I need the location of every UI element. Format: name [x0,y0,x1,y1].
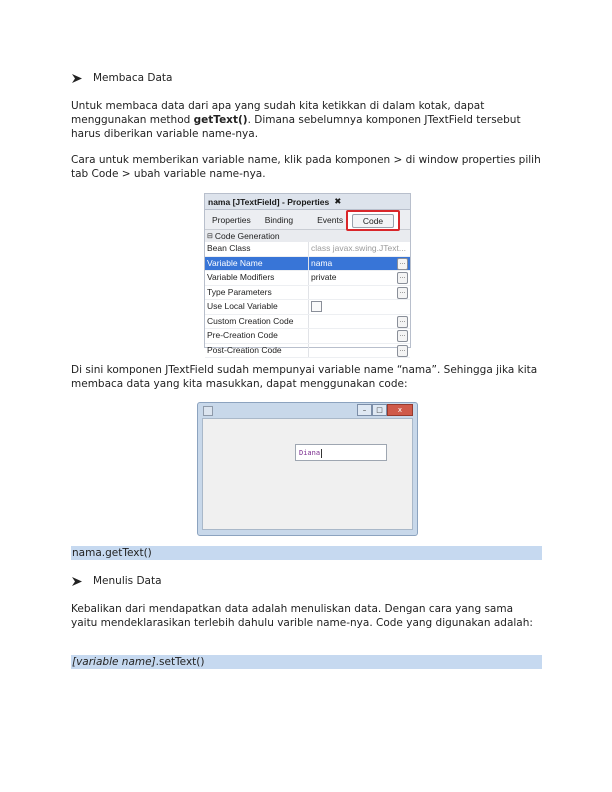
group-label: Code Generation [214,231,280,241]
ellipsis-button[interactable]: … [397,287,408,299]
property-row[interactable] [205,315,410,330]
code-get-text [71,546,542,560]
property-key: Use Local Variable [205,300,309,314]
method-name: getText() [193,114,248,126]
text-caret [321,449,322,458]
property-value[interactable] [309,329,410,343]
property-row-selected[interactable] [205,257,410,272]
property-key: Variable Modifiers [205,271,309,285]
property-value[interactable]: private … [309,271,410,285]
app-window [197,402,418,536]
ellipsis-button[interactable]: … [397,272,408,284]
property-group[interactable] [205,230,410,242]
property-key: Variable Name [205,257,309,271]
ellipsis-button[interactable]: … [397,258,408,270]
heading-text: Menulis Data [93,575,162,587]
properties-title-bar [205,194,410,210]
property-row[interactable] [205,344,410,359]
window-title-bar [198,403,417,417]
property-value[interactable] [309,286,410,300]
properties-tab-bar [205,210,410,230]
close-icon[interactable]: x [387,404,413,416]
section-heading-menulis [71,575,162,587]
property-value[interactable] [309,344,410,358]
property-row[interactable] [205,242,410,257]
paragraph-instructions: Cara untuk memberikan variable name, klik pada komponen > di window properties pilih tab Code > ubah variable name-nya. [71,154,541,180]
property-key: Type Parameters [205,286,309,300]
code-set-text [71,655,542,669]
close-icon[interactable]: ✖ [334,196,342,206]
para-text: Untuk membaca data dari apa yang sudah kita ketikkan di dalam kotak, dapat menggunakan method [71,100,485,126]
property-row[interactable] [205,286,410,301]
property-key: Post-Creation Code [205,344,309,358]
window-content [202,418,413,530]
properties-title: nama [JTextField] - Properties [208,196,330,207]
code-placeholder: [variable name] [72,656,156,668]
paragraph-variable-name: Di sini komponen JTextField sudah mempunyai variable name “nama”. Sehingga jika kita membaca data yang kita masukkan, dapat menggunakan code: [71,364,538,390]
property-value: class javax.swing.JText... [311,243,406,253]
collapse-icon[interactable]: ⊟ [207,233,213,240]
property-value[interactable] [309,300,410,314]
arrow-bullet-icon [71,73,83,84]
ellipsis-button[interactable]: … [397,316,408,328]
tab-code[interactable]: Code [352,214,394,228]
property-row[interactable] [205,329,410,344]
section-heading-membaca [71,72,172,84]
property-key: Custom Creation Code [205,315,309,329]
code-text: .setText() [155,656,205,668]
app-icon [203,406,213,416]
property-value[interactable] [309,315,410,329]
window-controls [357,404,413,416]
name-text-field[interactable]: Diana [295,444,387,461]
paragraph-membaca-intro [71,99,541,141]
ellipsis-button[interactable]: … [397,345,408,357]
checkbox[interactable] [311,301,322,312]
tab-code-highlighted[interactable] [346,210,400,231]
tab-events[interactable]: Events [317,214,344,225]
property-key: Pre-Creation Code [205,329,309,343]
paragraph-menulis: Kebalikan dari mendapatkan data adalah menuliskan data. Dengan cara yang sama yaitu mendeklarasikan terlebih dahulu varible name-nya. Code yang digunakan adalah: [71,603,533,629]
property-key: Bean Class [205,242,309,256]
tab-binding[interactable]: Binding [264,214,294,225]
property-row[interactable] [205,271,410,286]
para-text: . Dimana sebelumnya komponen JTextField tersebut harus diberikan variable name-nya. [71,114,521,140]
property-row[interactable] [205,300,410,315]
ellipsis-button[interactable]: … [397,330,408,342]
arrow-bullet-icon [71,576,83,587]
property-value[interactable]: nama … [309,257,410,271]
properties-panel [204,193,411,355]
heading-text: Membaca Data [93,72,173,84]
minimize-icon[interactable]: – [357,404,372,416]
code-text: nama.getText() [72,547,152,559]
maximize-icon[interactable]: □ [372,404,387,416]
tab-properties[interactable]: Properties [212,214,251,225]
